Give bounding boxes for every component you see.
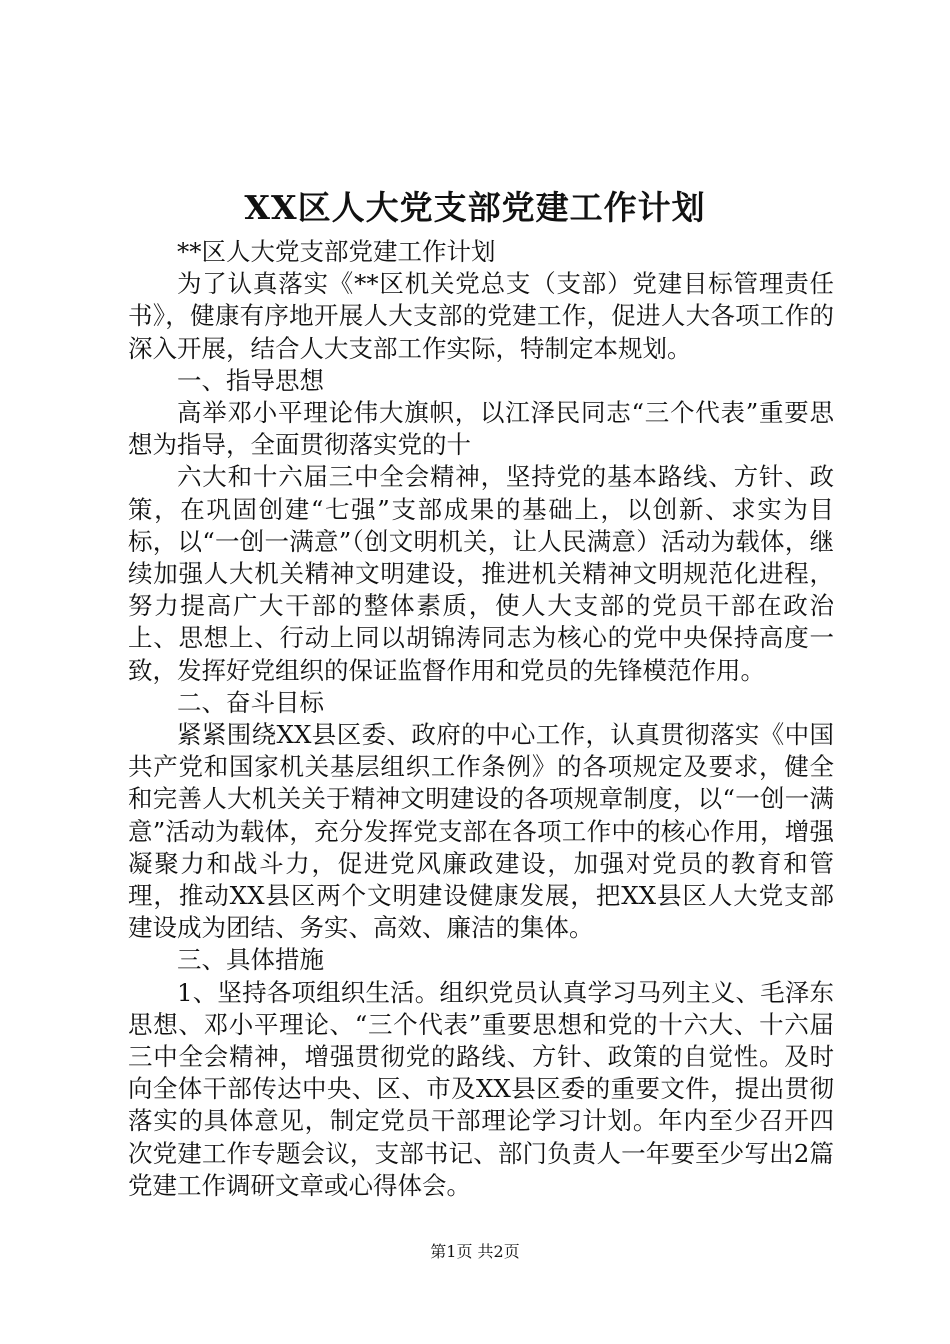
guiding-thought-paragraph-1: 高举邓小平理论伟大旗帜，以江泽民同志“三个代表”重要思想为指导，全面贯彻落实党的十 [128,398,834,460]
section-heading-guiding-thought: 一、指导思想 [177,365,324,395]
goals-paragraph: 紧紧围绕XX县区委、政府的中心工作，认真贯彻落实《中国共产党和国家机关基层组织工作条例》的各项规定及要求，健全和完善人大机关关于精神文明建设的各项规章制度，以“一创一满意”活动为载体，充分发挥党支部在各项工作中的核心作用，增强凝聚力和战斗力，促进党风廉政建设，加强对党员的教育和管理，推动XX县区两个文明建设健康发展，把XX县区人大党支部建设成为团结、务实、高效、廉洁的集体。 [128,720,834,943]
document-body [128,236,834,1202]
section-heading-measures: 三、具体措施 [177,945,324,975]
intro-paragraph: 为了认真落实《**区机关党总支（支部）党建目标管理责任书》，健康有序地开展人大支部的党建工作，促进人大各项工作的深入开展，结合人大支部工作实际，特制定本规划。 [128,269,834,363]
document-title: XX区人大党支部党建工作计划 [244,188,706,227]
guiding-thought-paragraph-2: 六大和十六届三中全会精神，坚持党的基本路线、方针、政策，在巩固创建“七强”支部成果的基础上，以创新、求实为目标，以“一创一满意”（创文明机关，让人民满意）活动为载体，继续加强人大机关精神文明建设，推进机关精神文明规范化进程，努力提高广大干部的整体素质，使人大支部的党员干部在政治上、思想上、行动上同以胡锦涛同志为核心的党中央保持高度一致，发挥好党组织的保证监督作用和党员的先锋模范作用。 [128,462,834,685]
measures-paragraph-1: 1、坚持各项组织生活。组织党员认真学习马列主义、毛泽东思想、邓小平理论、“三个代表”重要思想和党的十六大、十六届三中全会精神，增强贯彻党的路线、方针、政策的自觉性。及时向全体干部传达中央、区、市及XX县区委的重要文件，提出贯彻落实的具体意见，制定党员干部理论学习计划。年内至少召开四次党建工作专题会议，支部书记、部门负责人一年要至少写出2篇党建工作调研文章或心得体会。 [128,977,834,1200]
section-heading-goals: 二、奋斗目标 [177,687,324,717]
subtitle-paragraph: **区人大党支部党建工作计划 [177,237,496,266]
page-footer: 第1页 共2页 [430,1242,520,1261]
